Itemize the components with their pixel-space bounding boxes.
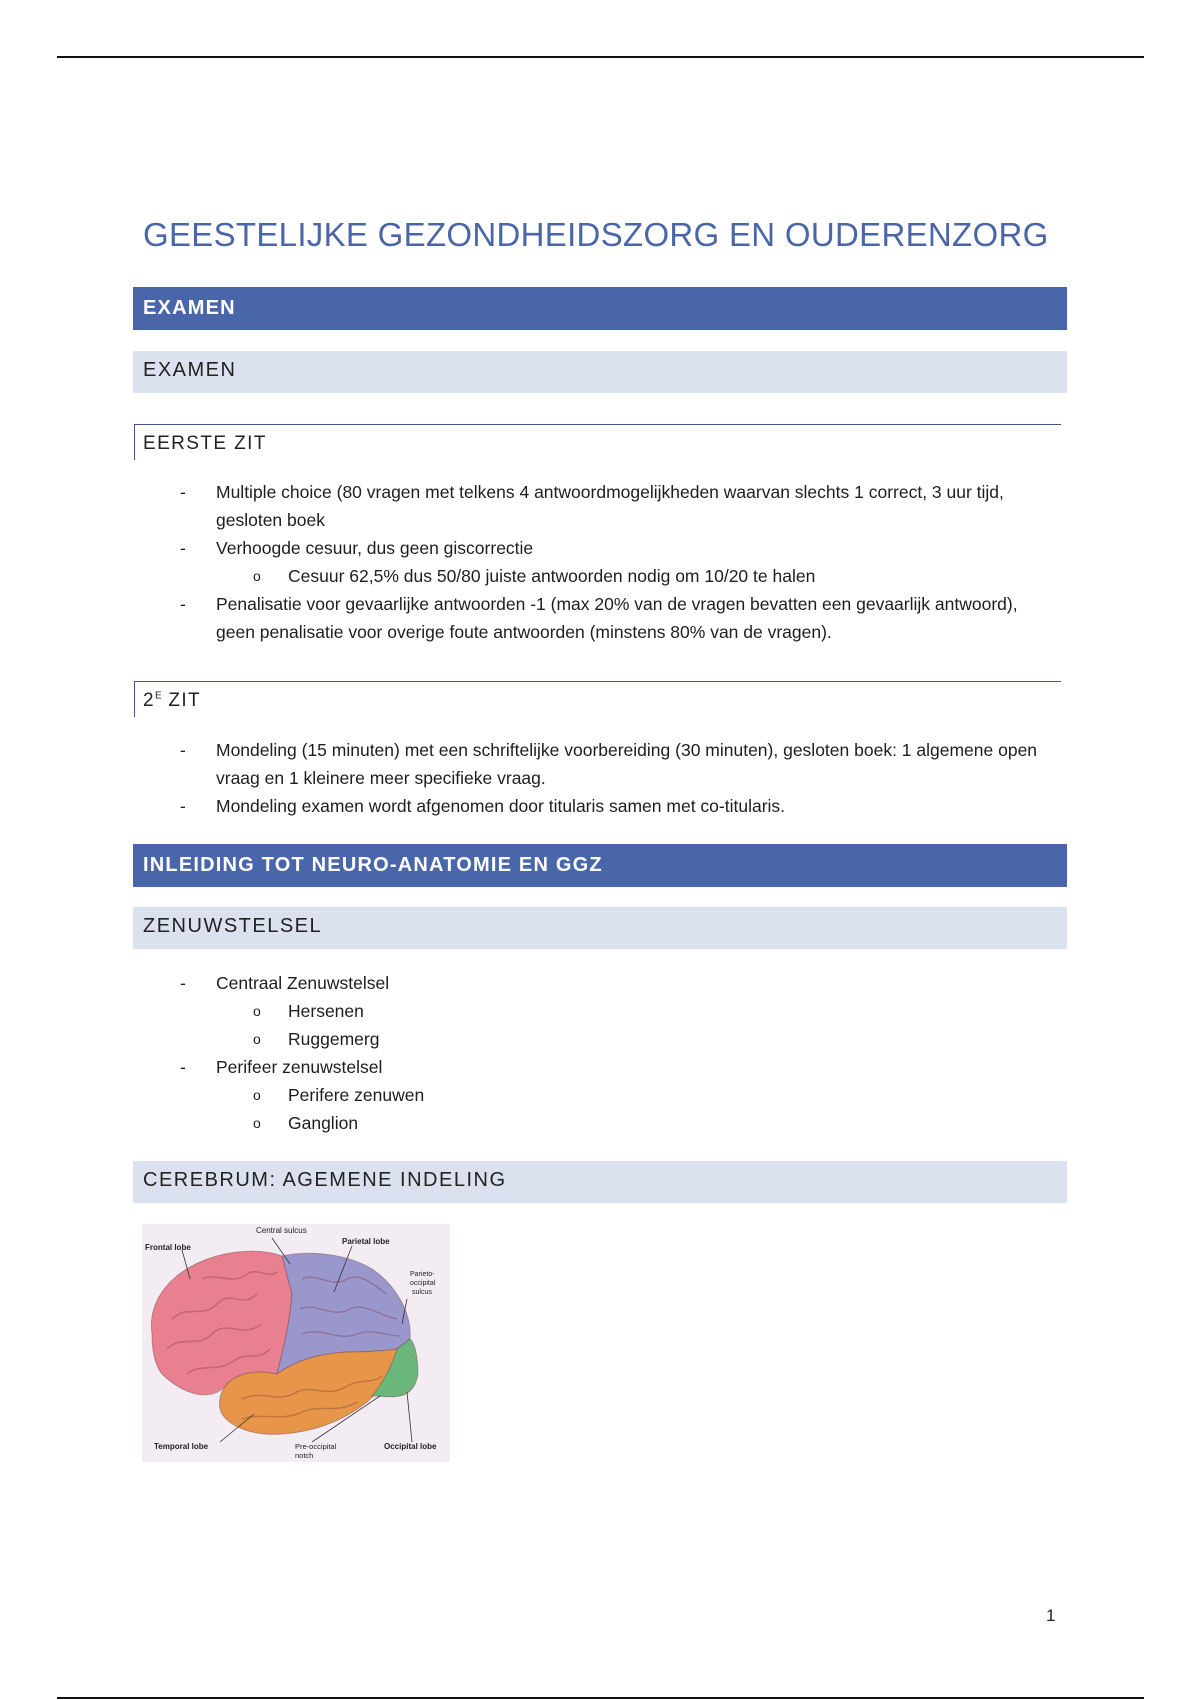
heading-tweede-zit-superscript: E [154,690,162,702]
circle-bullet: o [253,1003,261,1019]
document-title: GEESTELIJKE GEZONDHEIDSZORG EN OUDERENZORG [143,216,1049,253]
sub-list-item [176,997,1056,1025]
label-occipital-lobe: Occipital lobe [384,1442,437,1451]
list-item-text: Mondeling (15 minuten) met een schriftelijke voorbereiding (30 minuten), gesloten boek: 1 algemene open vraag en 1 kleinere meer specifieke vraag. [216,740,1038,788]
footer-rule [57,1697,1144,1699]
list-item [176,534,1056,562]
heading-tweede-zit-text: ZIT [161,690,202,711]
label-parieto-occipital-3: sulcus [412,1289,432,1296]
list-item-text: Ganglion [288,1113,359,1133]
sub-list-item [176,1109,1056,1137]
brain-lobes-diagram [142,1224,450,1462]
list-item-text: Perifere zenuwen [288,1085,425,1105]
dash-bullet: - [180,740,186,760]
page-number: 1 [1046,1606,1056,1625]
heading-neuro-anatomie: INLEIDING TOT NEURO-ANATOMIE EN GGZ [133,844,1067,887]
list-item [176,478,1056,534]
dash-bullet: - [180,1057,186,1077]
list-zenuwstelsel [176,969,1056,1137]
label-parieto-occipital-1: Parieto- [410,1271,435,1278]
list-item-text: Perifeer zenuwstelsel [216,1057,383,1077]
circle-bullet: o [253,1115,261,1131]
heading-eerste-zit: EERSTE ZIT [134,424,1061,460]
heading-tweede-zit-number: 2 [143,690,155,711]
dash-bullet: - [180,796,186,816]
header-rule [57,56,1144,58]
list-item-text: Mondeling examen wordt afgenomen door titularis samen met co-titularis. [216,796,786,816]
label-frontal-lobe: Frontal lobe [145,1243,191,1252]
list-item-text: Multiple choice (80 vragen met telkens 4 antwoordmogelijkheden waarvan slechts 1 correct, 3 uur tijd, gesloten boek [216,482,1004,530]
list-tweede-zit [176,736,1056,820]
label-preoccipital-1: Pre-occipital [295,1442,337,1451]
circle-bullet: o [253,1087,261,1103]
list-item-text: Centraal Zenuwstelsel [216,973,390,993]
circle-bullet: o [253,568,261,584]
list-item-text: Ruggemerg [288,1029,380,1049]
label-central-sulcus: Central sulcus [256,1226,307,1235]
list-item [176,736,1056,792]
list-item [176,590,1056,646]
brain-lobes-figure [142,1224,450,1462]
dash-bullet: - [180,594,186,614]
list-eerste-zit [176,478,1056,646]
label-parietal-lobe: Parietal lobe [342,1237,390,1246]
list-item-text: Cesuur 62,5% dus 50/80 juiste antwoorden nodig om 10/20 te halen [288,566,816,586]
dash-bullet: - [180,973,186,993]
heading-zenuwstelsel: ZENUWSTELSEL [133,907,1067,949]
sub-list-item [176,1081,1056,1109]
sub-list-item [176,562,1056,590]
sub-list-item [176,1025,1056,1053]
list-item-text: Verhoogde cesuur, dus geen giscorrectie [216,538,534,558]
heading-examen-sub: EXAMEN [133,351,1067,393]
heading-examen-main: EXAMEN [133,287,1067,330]
list-item-text: Penalisatie voor gevaarlijke antwoorden -1 (max 20% van de vragen bevatten een gevaarlijk antwoord), geen penalisatie voor overige foute antwoorden (minstens 80% van de vragen). [216,594,1018,642]
circle-bullet: o [253,1031,261,1047]
list-item [176,792,1056,820]
list-item [176,969,1056,997]
heading-tweede-zit [134,681,1061,717]
list-item [176,1053,1056,1081]
label-temporal-lobe: Temporal lobe [154,1442,209,1451]
heading-cerebrum: CEREBRUM: AGEMENE INDELING [133,1161,1067,1203]
label-preoccipital-2: notch [295,1451,314,1460]
label-parieto-occipital-2: occipital [410,1280,436,1287]
dash-bullet: - [180,482,186,502]
dash-bullet: - [180,538,186,558]
list-item-text: Hersenen [288,1001,364,1021]
